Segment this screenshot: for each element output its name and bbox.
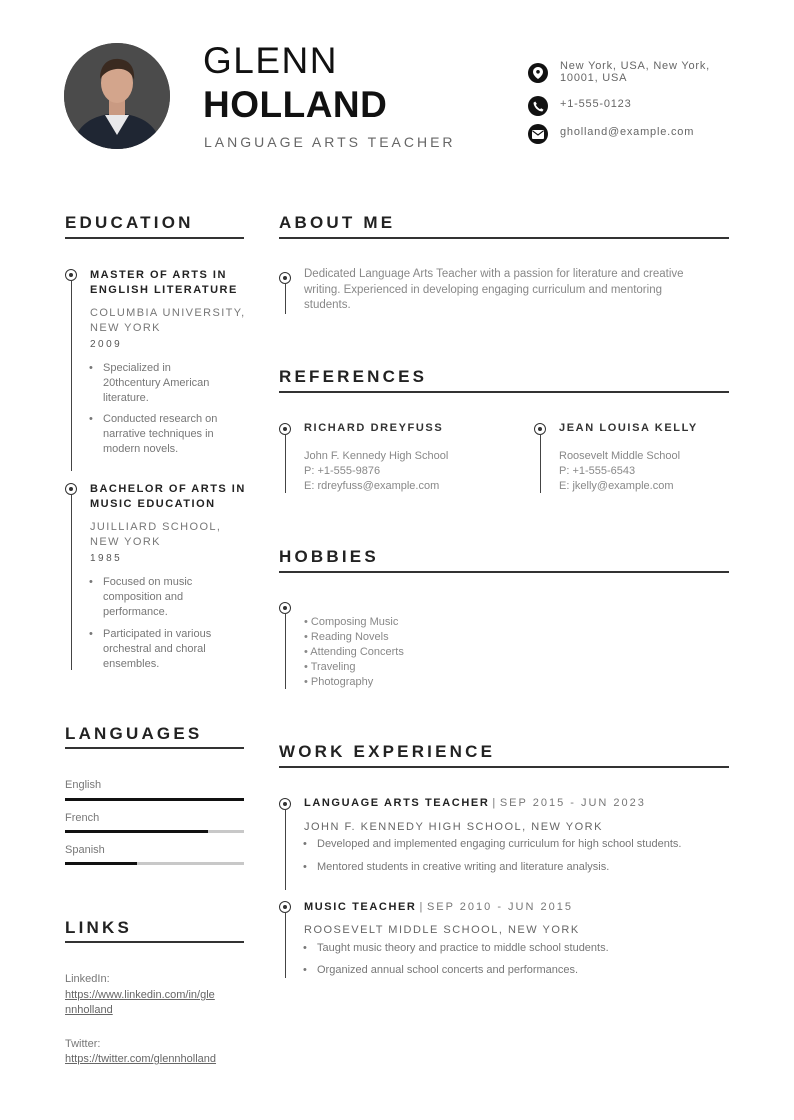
degree-line: ENGLISH LITERATURE [90,284,238,296]
reference-details [559,449,680,494]
address-line: New York, USA, New York, [560,60,711,72]
bullet-marker: • [303,861,307,873]
reference-name: RICHARD DREYFUSS [304,422,444,434]
language-bar-fill [65,862,137,865]
language-bar-fill [65,830,208,833]
bullet-marker: • [89,628,93,640]
graduation-year: 2009 [90,339,123,350]
graduation-year: 1985 [90,553,123,564]
work-experience-divider [279,766,729,768]
bullet-line: 20thcentury American [103,377,210,389]
language-name: French [65,812,100,824]
bullet-marker: • [89,413,93,425]
bullet-line: Specialized in [103,362,171,374]
bullet-marker: • [303,964,307,976]
bullet-line: Focused on music [103,576,193,588]
location-pin-icon [528,63,548,83]
job-heading [304,797,646,809]
bullet-line: Developed and implemented engaging curriculum for high school students. [317,838,682,850]
language-bar [65,830,244,833]
timeline-line [285,913,286,978]
about-heading: ABOUT ME [279,213,396,232]
education-bullet [89,627,212,672]
bullet-line: composition and [103,591,184,603]
job-bullet [303,941,609,956]
bullet-line: orchestral and choral [103,643,206,655]
hobby-item: • Photography [304,676,374,688]
about-line: students. [304,299,351,311]
job-bullet [303,837,682,852]
degree-title [90,268,238,298]
school-line: COLUMBIA UNIVERSITY, [90,307,246,319]
link-url-line[interactable]: https://twitter.com/glennholland [65,1053,217,1065]
link-url-line[interactable]: https://www.linkedin.com/in/gle [65,989,215,1001]
references-divider [279,391,729,393]
bullet-line: Conducted research on [103,413,218,425]
language-name: Spanish [65,844,105,856]
about-divider [279,237,729,239]
reference-name: JEAN LOUISA KELLY [559,422,698,434]
job-heading [304,901,573,913]
reference-details [304,449,448,494]
reference-phone: P: +1-555-9876 [304,465,381,477]
timeline-line [540,435,541,493]
twitter-link[interactable] [65,1052,250,1067]
job-dates: SEP 2010 - JUN 2015 [426,901,573,913]
first-name: GLENN [203,40,338,81]
bullet-line: Taught music theory and practice to middle school students. [317,942,609,954]
timeline-dot [279,272,291,284]
degree-title [90,482,246,512]
about-line: Dedicated Language Arts Teacher with a passion for literature and creative [304,268,684,280]
contact-phone: +1-555-0123 [560,98,632,110]
reference-school: John F. Kennedy High School [304,450,449,462]
about-line: writing. Experienced in developing engaging curriculum and mentoring [304,283,662,296]
references-heading: REFERENCES [279,367,428,386]
bullet-marker: • [89,362,93,374]
hobbies-list [304,615,404,690]
job-separator: | [492,797,497,809]
language-name: English [65,779,102,791]
timeline-dot [279,423,291,435]
bullet-marker: • [89,576,93,588]
bullet-line: Mentored students in creative writing and literature analysis. [317,861,610,873]
bullet-marker: • [303,838,307,850]
linkedin-link[interactable] [65,988,250,1018]
job-title: LANGUAGE ARTS TEACHER [204,134,456,150]
degree-line: MUSIC EDUCATION [90,498,216,510]
timeline-dot [65,269,77,281]
timeline-line [285,614,286,689]
work-experience-heading: WORK EXPERIENCE [279,742,496,761]
bullet-line: modern novels. [103,443,179,455]
reference-phone: P: +1-555-6543 [559,465,636,477]
hobbies-divider [279,571,729,573]
education-divider [65,237,244,239]
about-text [304,267,684,314]
hobby-item: • Attending Concerts [304,646,404,658]
degree-line: MASTER OF ARTS IN [90,269,227,281]
hobby-item: • Traveling [304,661,356,673]
school-line: NEW YORK [90,536,161,548]
language-bar-fill [65,798,244,801]
job-bullet [303,963,579,978]
job-title-text: LANGUAGE ARTS TEACHER [304,797,490,809]
email-icon [528,124,548,144]
timeline-line [71,281,72,471]
twitter-label: Twitter: [65,1038,101,1050]
school-name [90,520,221,550]
timeline-dot [279,798,291,810]
bullet-line: Organized annual school concerts and performances. [317,964,579,976]
bullet-line: performance. [103,606,168,618]
timeline-dot [65,483,77,495]
job-title-text: MUSIC TEACHER [304,901,417,913]
address-line: 10001, USA [560,72,628,84]
timeline-line [285,435,286,493]
school-name [90,306,246,336]
timeline-line [285,810,286,890]
hobbies-heading: HOBBIES [279,547,379,566]
timeline-dot [279,901,291,913]
timeline-line [285,284,286,314]
language-bar [65,798,244,801]
education-bullet [89,361,210,406]
hobby-item: • Composing Music [304,616,399,628]
links-divider [65,941,244,943]
timeline-line [71,495,72,670]
phone-icon [528,96,548,116]
link-url-line[interactable]: nnholland [65,1004,113,1016]
job-bullet [303,860,610,875]
reference-school: Roosevelt Middle School [559,450,681,462]
hobby-item: • Reading Novels [304,631,389,643]
job-dates: SEP 2015 - JUN 2023 [499,797,646,809]
school-line: JUILLIARD SCHOOL, [90,521,222,533]
portrait-image [64,43,170,149]
reference-email: E: rdreyfuss@example.com [304,480,440,492]
degree-line: BACHELOR OF ARTS IN [90,483,246,495]
last-name: HOLLAND [203,84,388,125]
education-bullet [89,412,218,457]
linkedin-label: LinkedIn: [65,973,110,985]
bullet-line: narrative techniques in [103,428,214,440]
reference-email: E: jkelly@example.com [559,480,674,492]
employer-name: ROOSEVELT MIDDLE SCHOOL, NEW YORK [304,924,580,936]
bullet-line: literature. [103,392,149,404]
bullet-line: Participated in various [103,628,212,640]
language-bar [65,862,244,865]
job-separator: | [419,901,424,913]
profile-photo [64,43,170,149]
links-heading: LINKS [65,918,132,937]
employer-name: JOHN F. KENNEDY HIGH SCHOOL, NEW YORK [304,821,603,833]
education-heading: EDUCATION [65,213,194,232]
languages-divider [65,747,244,749]
timeline-dot [534,423,546,435]
contact-address [560,60,710,84]
timeline-dot [279,602,291,614]
bullet-line: ensembles. [103,658,160,670]
contact-email: gholland@example.com [560,126,695,138]
school-line: NEW YORK [90,322,161,334]
bullet-marker: • [303,942,307,954]
education-bullet [89,575,193,620]
languages-heading: LANGUAGES [65,724,203,743]
